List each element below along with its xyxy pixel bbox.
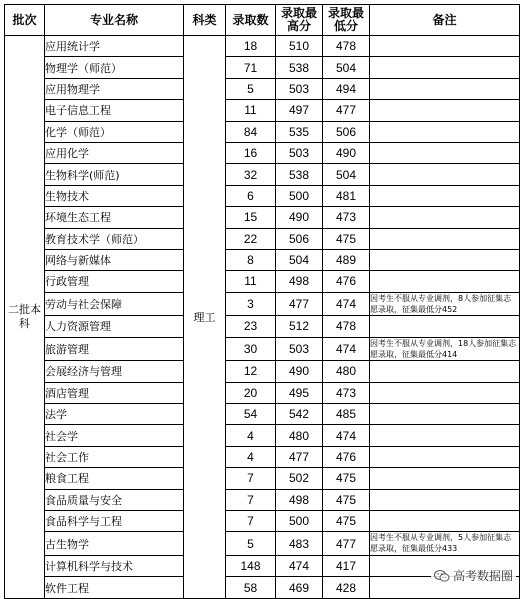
count-cell: 32 — [226, 164, 276, 185]
min-score-cell: 477 — [323, 532, 370, 556]
note-cell — [370, 121, 520, 142]
note-cell — [370, 404, 520, 425]
min-score-cell: 417 — [323, 555, 370, 576]
max-score-cell: 500 — [276, 185, 323, 206]
min-score-cell: 504 — [323, 164, 370, 185]
count-cell: 6 — [226, 185, 276, 206]
min-score-cell: 478 — [323, 36, 370, 57]
min-score-cell: 490 — [323, 142, 370, 163]
table-row — [5, 468, 520, 489]
count-cell: 30 — [226, 337, 276, 361]
table-row — [5, 446, 520, 467]
table-row — [5, 382, 520, 403]
major-cell: 环境生态工程 — [45, 207, 184, 228]
min-score-cell: 474 — [323, 292, 370, 316]
count-cell: 54 — [226, 404, 276, 425]
count-cell: 4 — [226, 425, 276, 446]
table-row — [5, 271, 520, 292]
note-cell — [370, 382, 520, 403]
table-row — [5, 489, 520, 510]
note-cell — [370, 78, 520, 99]
count-cell: 7 — [226, 489, 276, 510]
max-score-cell: 510 — [276, 36, 323, 57]
table-row — [5, 249, 520, 270]
max-score-cell: 469 — [276, 577, 323, 598]
note-cell — [370, 36, 520, 57]
note-cell — [370, 446, 520, 467]
count-cell: 71 — [226, 57, 276, 78]
count-cell: 22 — [226, 228, 276, 249]
min-score-cell: 473 — [323, 382, 370, 403]
note-cell — [370, 511, 520, 532]
subject-cell: 理工 — [184, 36, 226, 599]
max-score-cell: 474 — [276, 555, 323, 576]
count-cell: 5 — [226, 532, 276, 556]
min-score-cell: 506 — [323, 121, 370, 142]
major-cell: 物理学（师范） — [45, 57, 184, 78]
max-score-cell: 477 — [276, 446, 323, 467]
min-score-cell: 494 — [323, 78, 370, 99]
major-cell: 旅游管理 — [45, 337, 184, 361]
max-score-cell: 502 — [276, 468, 323, 489]
min-score-cell: 476 — [323, 271, 370, 292]
table-row — [5, 57, 520, 78]
max-score-cell: 538 — [276, 57, 323, 78]
note-cell — [370, 271, 520, 292]
count-cell: 8 — [226, 249, 276, 270]
count-cell: 11 — [226, 100, 276, 121]
count-cell: 11 — [226, 271, 276, 292]
table-row — [5, 207, 520, 228]
min-score-cell: 475 — [323, 489, 370, 510]
count-cell: 16 — [226, 142, 276, 163]
note-cell — [370, 185, 520, 206]
note-cell — [370, 207, 520, 228]
major-cell: 食品科学与工程 — [45, 511, 184, 532]
table-row — [5, 228, 520, 249]
major-cell: 软件工程 — [45, 577, 184, 598]
note-cell — [370, 249, 520, 270]
note-cell — [370, 228, 520, 249]
major-cell: 电子信息工程 — [45, 100, 184, 121]
max-score-cell: 490 — [276, 207, 323, 228]
max-score-cell: 542 — [276, 404, 323, 425]
count-cell: 148 — [226, 555, 276, 576]
max-score-cell: 503 — [276, 78, 323, 99]
count-cell: 7 — [226, 468, 276, 489]
major-cell: 会展经济与管理 — [45, 361, 184, 382]
min-score-cell: 481 — [323, 185, 370, 206]
count-cell: 7 — [226, 511, 276, 532]
min-score-cell: 428 — [323, 577, 370, 598]
admission-table — [4, 4, 520, 599]
min-score-cell: 478 — [323, 316, 370, 337]
count-cell: 84 — [226, 121, 276, 142]
min-score-cell: 476 — [323, 446, 370, 467]
major-cell: 行政管理 — [45, 271, 184, 292]
table-row — [5, 532, 520, 556]
header-subject: 科类 — [184, 5, 226, 36]
count-cell: 23 — [226, 316, 276, 337]
max-score-cell: 497 — [276, 100, 323, 121]
table-row — [5, 100, 520, 121]
table-row — [5, 121, 520, 142]
count-cell: 58 — [226, 577, 276, 598]
max-score-cell: 500 — [276, 511, 323, 532]
min-score-cell: 473 — [323, 207, 370, 228]
major-cell: 应用统计学 — [45, 36, 184, 57]
note-cell — [370, 425, 520, 446]
count-cell: 3 — [226, 292, 276, 316]
min-score-cell: 477 — [323, 100, 370, 121]
count-cell: 20 — [226, 382, 276, 403]
note-cell — [370, 164, 520, 185]
max-score-cell: 503 — [276, 337, 323, 361]
major-cell: 社会学 — [45, 425, 184, 446]
major-cell: 计算机科学与技术 — [45, 555, 184, 576]
header-batch: 批次 — [5, 5, 45, 36]
header-max-score: 录取最高分 — [276, 5, 323, 36]
note-cell: 因考生不服从专业调剂，5人参加征集志愿录取，征集最低分433 — [370, 532, 520, 556]
min-score-cell: 504 — [323, 57, 370, 78]
min-score-cell: 475 — [323, 511, 370, 532]
min-score-cell: 475 — [323, 468, 370, 489]
max-score-cell: 498 — [276, 489, 323, 510]
table-row — [5, 142, 520, 163]
major-cell: 社会工作 — [45, 446, 184, 467]
min-score-cell: 485 — [323, 404, 370, 425]
count-cell: 18 — [226, 36, 276, 57]
note-cell — [370, 468, 520, 489]
max-score-cell: 503 — [276, 142, 323, 163]
table-row — [5, 185, 520, 206]
max-score-cell: 490 — [276, 361, 323, 382]
max-score-cell: 506 — [276, 228, 323, 249]
note-cell: 因考生不服从专业调剂，18人参加征集志愿录取，征集最低分414 — [370, 337, 520, 361]
major-cell: 应用化学 — [45, 142, 184, 163]
table-row — [5, 78, 520, 99]
table-row — [5, 404, 520, 425]
max-score-cell: 477 — [276, 292, 323, 316]
wechat-icon — [434, 569, 450, 583]
count-cell: 5 — [226, 78, 276, 99]
table-row — [5, 511, 520, 532]
table-row — [5, 36, 520, 57]
header-major: 专业名称 — [45, 5, 184, 36]
max-score-cell: 483 — [276, 532, 323, 556]
min-score-cell: 474 — [323, 337, 370, 361]
major-cell: 化学（师范） — [45, 121, 184, 142]
note-cell — [370, 361, 520, 382]
major-cell: 教育技术学（师范） — [45, 228, 184, 249]
major-cell: 人力资源管理 — [45, 316, 184, 337]
note-cell — [370, 316, 520, 337]
major-cell: 法学 — [45, 404, 184, 425]
max-score-cell: 538 — [276, 164, 323, 185]
min-score-cell: 480 — [323, 361, 370, 382]
min-score-cell: 489 — [323, 249, 370, 270]
major-cell: 生物科学(师范) — [45, 164, 184, 185]
note-cell — [370, 489, 520, 510]
min-score-cell: 475 — [323, 228, 370, 249]
max-score-cell: 512 — [276, 316, 323, 337]
note-cell — [370, 57, 520, 78]
max-score-cell: 495 — [276, 382, 323, 403]
header-count: 录取数 — [226, 5, 276, 36]
table-row — [5, 316, 520, 337]
major-cell: 粮食工程 — [45, 468, 184, 489]
note-cell — [370, 100, 520, 121]
header-min-score: 录取最低分 — [323, 5, 370, 36]
max-score-cell: 480 — [276, 425, 323, 446]
watermark-text: 高考数据圈 — [452, 569, 513, 583]
major-cell: 酒店管理 — [45, 382, 184, 403]
major-cell: 网络与新媒体 — [45, 249, 184, 270]
note-cell: 因考生不服从专业调剂，8人参加征集志愿录取，征集最低分452 — [370, 292, 520, 316]
table-row — [5, 425, 520, 446]
batch-cell: 二批本科 — [5, 36, 45, 599]
major-cell: 劳动与社会保障 — [45, 292, 184, 316]
count-cell: 4 — [226, 446, 276, 467]
major-cell: 生物技术 — [45, 185, 184, 206]
table-row — [5, 292, 520, 316]
major-cell: 食品质量与安全 — [45, 489, 184, 510]
header-note: 备注 — [370, 5, 520, 36]
header-row — [5, 5, 520, 36]
table-row — [5, 164, 520, 185]
max-score-cell: 504 — [276, 249, 323, 270]
max-score-cell: 498 — [276, 271, 323, 292]
table-row — [5, 361, 520, 382]
max-score-cell: 535 — [276, 121, 323, 142]
note-cell — [370, 142, 520, 163]
table-row — [5, 337, 520, 361]
major-cell: 古生物学 — [45, 532, 184, 556]
min-score-cell: 474 — [323, 425, 370, 446]
major-cell: 应用物理学 — [45, 78, 184, 99]
watermark — [431, 566, 516, 585]
count-cell: 12 — [226, 361, 276, 382]
count-cell: 15 — [226, 207, 276, 228]
